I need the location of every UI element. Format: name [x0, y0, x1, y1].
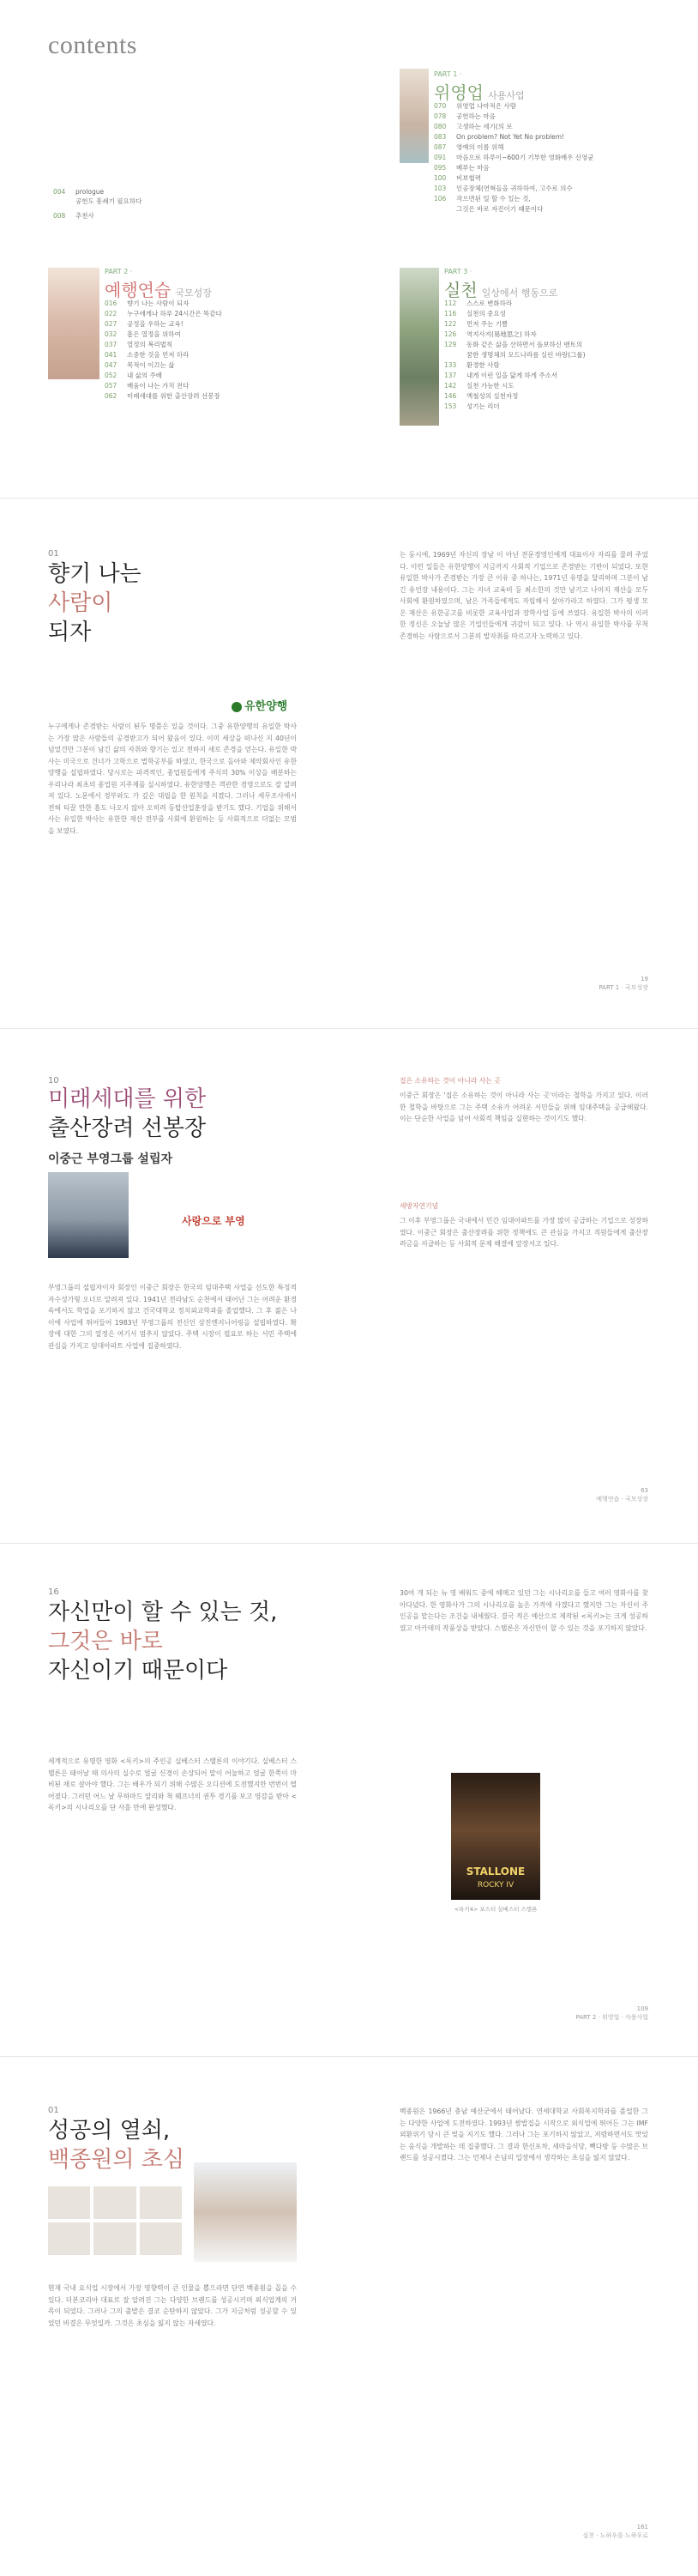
toc-item-page: 078 [434, 112, 447, 120]
prologue-label: prologue [75, 188, 105, 196]
toc-item[interactable] [434, 204, 640, 215]
part1-photo [400, 69, 429, 163]
part3-photo [400, 268, 439, 426]
toc-item[interactable] [444, 350, 650, 360]
poster-title: STALLONE [466, 1865, 526, 1878]
part3-heading [444, 276, 557, 301]
toc-item-title: 배움이 나는 가치 전다 [127, 382, 190, 390]
toc-item[interactable] [444, 381, 650, 391]
section3-footer [566, 2005, 648, 2022]
section3-title-line3: 자신이기 때문이다 [48, 1658, 228, 1684]
section4-body-right: 백종원은 1966년 충남 예산군에서 태어났다. 연세대학교 사회복지학과를 졸업한 그는 다양한 사업에 도전하였다. 1993년 쌈밥집을 시작으로 외식업에 뛰어든 그는 IMF 외환위기 당시 큰 빚을 지기도 했다. 그러나 그는 포기하지 않았고, 저렴하면서도 맛있는 음식을 개발하는 데 집중했다. 그 결과 한신포차, 새마을식당, 빽다방 등 수많은 브랜드를 성공시켰다. 그는 언제나 손님의 입장에서 생각하는 초심을 잃지 않았다. [400, 2107, 648, 2162]
toc-item-page: 052 [105, 372, 117, 379]
toc-item[interactable] [434, 153, 640, 163]
toc-item-title: 환경한 사람 [466, 361, 500, 369]
toc-item[interactable] [444, 340, 650, 350]
toc-item[interactable] [444, 391, 650, 402]
toc-item[interactable] [105, 391, 293, 402]
toc-item-page: 106 [434, 195, 447, 203]
booyoung-logo [182, 1213, 245, 1228]
toc-item[interactable] [105, 309, 293, 319]
toc-item-title: 위영업 나마적은 사람 [456, 102, 516, 110]
toc-item-title: 인공장체(연혁들을 귀하하여, 고수로 의수 [456, 184, 573, 192]
toc-item-page: 137 [444, 372, 457, 379]
section1-body-left: 누구에게나 존경받는 사람이 된두 명쯤은 있을 것이다. 그중 유한양행의 유일한 박사는 가장 많은 사람들의 공경받고가 되어 왔음이 있다. 이미 세상을 떠나신 지 40년이 넘었건만 그분이 남긴 삶의 자취와 향기는 있고 전하지 새로 존경을 얻는다. 유일한 박사는 미국으로 건너가 고학으로 법학공부를 하였고, 한국으로 돌아와 제약회사인 유한양행을 설립하였다. 당시로는 파격적인, 종업원들에게 주식의 30% 이상을 배분하는 우리나라 최초의 종업원 지주제를 실시하였다. 유한양행은 객관한 경영으로도 잘 알려져 있다. 노문에서 정부와도 가 깊은 대립을 한 원칙을 지켰다. 그러나 세무조사에서 전혀 티끌 만한 흠도 나오지 않아 오히려 동탑산업훈장을 받기도 했다. 기업을 위해서 사는 유일한 박사는 유한한 재산 전부를 사회에 환원하는 등 사회적으로 더없는 모범을 보였다. [48, 723, 297, 835]
recommend-entry[interactable] [53, 211, 94, 221]
section4-footer-text: 실천 · 노하우를 노하우로 [582, 2532, 648, 2539]
toc-item-title: 목적이 이끄는 삶 [127, 361, 175, 369]
toc-item[interactable] [444, 402, 650, 412]
toc-item-page: 153 [444, 402, 457, 410]
section2-body-right2: 그 이후 부영그룹은 국내에서 민간 임대아파트를 가장 많이 공급하는 기업으로 성장하였다. 이중근 회장은 출산장려를 위한 정책에도 큰 관심을 가지고 직원들에게 출산장려금을 지급하는 등 사회적 문제 해결에 앞장서고 있다. [400, 1217, 648, 1248]
toc-item-page: 057 [105, 382, 117, 390]
section1-footer-text: PART 1 · 국모성장 [599, 984, 648, 991]
toc-item[interactable] [434, 163, 640, 173]
toc-item[interactable] [105, 330, 293, 340]
toc-item-page: 129 [444, 341, 457, 348]
section2-title-line1: 미래세대를 위한 [48, 1086, 207, 1112]
toc-item[interactable] [105, 340, 293, 350]
section4-page: 161 [636, 2524, 648, 2531]
toc-item-page: 103 [434, 184, 447, 192]
toc-item-title: 향기 나는 사람이 되자 [127, 299, 190, 307]
toc-item[interactable] [105, 299, 293, 309]
section4-title [48, 2116, 184, 2174]
toc-item-title: 역지사지(易地思之) 하자 [466, 330, 537, 338]
toc-item[interactable] [444, 299, 650, 309]
toc-item-page: 095 [434, 164, 447, 172]
page-divider [0, 498, 698, 499]
section1-title [48, 559, 141, 647]
brand-logo [93, 2186, 135, 2219]
section2-footer [566, 1486, 648, 1503]
person-photo [48, 1172, 129, 1258]
section1-title-line1: 향기 나는 [48, 561, 141, 587]
prologue-entry[interactable] [53, 187, 141, 206]
part2-toc [105, 299, 293, 402]
toc-item[interactable] [105, 381, 293, 391]
toc-item-page: 027 [105, 320, 117, 328]
section2-title-line2: 출산장려 선봉장 [48, 1116, 207, 1141]
part3-label: PART 3 · [444, 268, 472, 275]
toc-item-page: 122 [444, 320, 457, 328]
part3-title: 실천 [444, 280, 478, 300]
toc-item-title: 흠은 열정을 위하여 [127, 330, 181, 338]
toc-item-page: 062 [105, 392, 117, 400]
section2-number: 10 [48, 1076, 59, 1085]
section4-title-line1: 성공의 열쇠, [48, 2118, 171, 2144]
chef-photo [194, 2162, 297, 2262]
toc-item-page: 091 [434, 154, 447, 161]
contents-title: contents [48, 31, 137, 59]
yuhan-logo [232, 697, 287, 713]
toc-item-page: 133 [444, 361, 457, 369]
section4-footer [566, 2523, 648, 2540]
recommend-label: 추천사 [75, 212, 94, 220]
toc-item-title: 공헌하는 마음 [456, 112, 496, 120]
toc-item-page: 041 [105, 351, 117, 359]
toc-item-title: 그것은 바로 자진이기 때문이다 [456, 205, 544, 213]
recommend-num: 008 [53, 212, 66, 220]
toc-item[interactable] [434, 184, 640, 194]
section3-title [48, 1598, 277, 1685]
toc-item-title: 꿈한 생명체의 모드나라를 실린 바랑(그룹) [466, 351, 586, 359]
part2-subtitle: 국모성장 [175, 287, 212, 299]
toc-item-page: 032 [105, 330, 117, 338]
section3-title-line1: 자신만이 할 수 있는 것, [48, 1599, 278, 1625]
poster-subtitle: ROCKY IV [477, 1881, 514, 1890]
toc-item[interactable] [434, 194, 640, 204]
brand-logo [140, 2222, 182, 2255]
toc-item-title: 액철성의 실천자정 [466, 392, 519, 400]
toc-item-page: 022 [105, 310, 117, 317]
toc-item[interactable] [444, 319, 650, 330]
brand-logo [48, 2186, 90, 2219]
part1-label: PART 1 · [434, 70, 462, 78]
toc-item-title: 성기는 리더 [466, 402, 500, 410]
section4-body-left: 현재 국내 요식업 시장에서 가장 영향력이 큰 인물을 뽑으라면 단연 백종원을 꼽을 수 있다. 더본코리아 대표로 잘 알려진 그는 다양한 브랜드를 성공시키며 외식업계의 거목이 되었다. 그러나 그의 출발은 결코 순탄하지 않았다. 그가 지금처럼 성공할 수 있었던 비결은 무엇일까. 그것은 초심을 잃지 않는 자세였다. [48, 2284, 297, 2327]
booyoung-logo-text: 사랑으로 부영 [182, 1215, 245, 1227]
toc-item-title: 내 삶의 주배 [127, 372, 162, 379]
toc-item[interactable] [434, 122, 640, 132]
part1-toc [434, 101, 640, 215]
section2-page: 63 [641, 1487, 648, 1494]
toc-item-title: 베푸는 마음 [456, 164, 490, 172]
toc-item[interactable] [434, 142, 640, 153]
section1-title-line3: 되자 [48, 620, 92, 645]
section4-title-line2: 백종원의 초심 [48, 2147, 184, 2173]
toc-item-title: 영예의 이름 위해 [456, 143, 504, 151]
section4-number: 01 [48, 2106, 59, 2115]
rocky-poster [451, 1773, 540, 1900]
page-divider [0, 2056, 698, 2057]
toc-item[interactable] [434, 112, 640, 122]
page-divider [0, 1028, 698, 1029]
part2-heading [105, 276, 212, 301]
toc-item[interactable] [105, 319, 293, 330]
section2-body-right: 이중근 회장은 '집은 소유하는 것이 아니라 사는 곳'이라는 철학을 가지고 있다. 이러한 철학을 바탕으로 그는 주택 소유가 어려운 서민들을 위해 임대주택을 공급해왔다. 이는 단순한 사업을 넘어 사회적 책임을 실현하는 것이기도 했다. [400, 1091, 648, 1122]
toc-item-title: 스스로 변화하라 [466, 299, 513, 307]
toc-item-title: 작으면된 일 할 수 있는 것, [456, 195, 531, 203]
yuhan-logo-text: 유한양행 [244, 700, 288, 713]
section2-body-left: 부영그룹의 설립자이자 회장인 이중근 회장은 한국의 임대주택 사업을 선도한 특징적 자수성가형 오너로 알려져 있다. 1941년 전라남도 순천에서 태어난 그는 어려운 환경 속에서도 학업을 포기하지 않고 건국대학교 정치외교학과를 졸업했다. 그 후 젊은 나이에 사업에 뛰어들어 1983년 부영그룹의 전신인 삼진엔지니어링을 설립하였다. 확장에 대한 그의 열정은 여기서 멈추지 않았다. 주택 시장이 필요로 하는 서민 주택에 관심을 가지고 임대아파트 사업에 집중하였다. [48, 1284, 297, 1350]
poster-caption: <록키4> 포스터 실베스터 스탤론 [454, 1906, 538, 1913]
toc-item-title: 먼저 주는 기쁨 [466, 320, 508, 328]
section3-number: 16 [48, 1587, 59, 1597]
section1-title-line2: 사람이 [48, 590, 113, 616]
toc-item-title: 미래세대를 위한 출산장려 선봉장 [127, 392, 220, 400]
toc-item-title: On problem? Not Yet No problem! [456, 133, 565, 141]
toc-item[interactable] [444, 330, 650, 340]
toc-item-title: 마음으로 하루이~600기 기부한 영화배우 신영균 [456, 154, 594, 161]
part3-subtitle: 일상에서 행동으로 [481, 287, 558, 299]
section1-number: 01 [48, 549, 59, 559]
toc-item-page: 112 [444, 299, 457, 307]
prologue-num: 004 [53, 188, 66, 196]
part1-subtitle: 사용사업 [488, 90, 525, 101]
toc-item-page: 100 [434, 174, 447, 182]
toc-item[interactable] [444, 309, 650, 319]
section1-body-right: 는 동시에, 1969년 자신의 장남 이 아닌 전문경영인에게 대표이사 자리를 물려 주었다. 이런 일들은 유한양행이 지금까지 사회적 기업으로 존경받는 기반이 되었다. 또한 유일한 박사가 존경받는 가장 큰 이유 중 하나는, 1971년 유명을 달리하며 그분이 남긴 유언장 내용이다. 그는 자녀 교육비 등 최소한의 것만 남기고 나머지 재산을 모두 사회에 환원하였으며, 남은 가족들에게도 자립해서 살아가라고 하였다. 그가 평생 모은 재산은 유한공고를 비롯한 교육사업과 장학사업 등에 쓰였다. 유일한 박사의 이러한 정신은 오늘날 많은 기업인들에게 귀감이 되고 있다. 나 역시 유일한 박사를 무척 존경하는 사람으로서 그분의 발자취를 따르고자 노력하고 있다. [400, 551, 648, 640]
section2-subhead2: 세방자연기념 [400, 1202, 439, 1210]
toc-item-page: 142 [444, 382, 457, 390]
section1-footer [566, 975, 648, 992]
toc-item[interactable] [444, 371, 650, 381]
toc-item-page: 070 [434, 102, 447, 110]
toc-item-title: 비보협력 [456, 174, 481, 182]
section3-title-line2: 그것은 바로 [48, 1629, 163, 1654]
toc-item[interactable] [434, 173, 640, 184]
toc-item-title: 내게 이런 일을 닮게 하게 주소서 [466, 372, 558, 379]
page-divider [0, 1543, 698, 1544]
toc-item-title: 공정을 우하는 교육! [127, 320, 184, 328]
section3-page: 109 [636, 2005, 648, 2012]
toc-item-title: 실천 가능한 시도 [466, 382, 514, 390]
toc-item-title: 소중한 것을 먼저 하라 [127, 351, 190, 359]
toc-item-page: 080 [434, 123, 447, 130]
section2-subhead1: 집은 소유하는 것이 아니라 사는 곳 [400, 1077, 501, 1085]
toc-item[interactable] [105, 350, 293, 360]
toc-item[interactable] [434, 101, 640, 112]
toc-item[interactable] [105, 371, 293, 381]
section3-body-left: 세계적으로 유명한 영화 <록키>의 주인공 실베스터 스탤론의 이야기다. 실베스터 스탤론은 태어날 때 의사의 실수로 얼굴 신경이 손상되어 말이 어눌하고 얼굴 한쪽이 마비된 채로 살아야 했다. 그는 배우가 되기 위해 수많은 오디션에 도전했지만 번번이 떨어졌다. 그러던 어느 날 무하마드 알리와 척 웨프너의 권투 경기를 보고 영감을 받아 <록키>의 시나리오를 단 사흘 만에 완성했다. [48, 1757, 297, 1811]
brand-logo [140, 2186, 182, 2219]
part1-title: 위영업 [434, 82, 484, 103]
section3-footer-text: PART 2 · 위영업 · 사용사업 [575, 2014, 648, 2021]
brand-logo [93, 2222, 135, 2255]
section3-body-right: 30여 개 되는 뉴 영 배워드 중에 헤메고 있던 그는 시나리오를 들고 여러 영화사를 찾아다녔다. 한 영화사가 그의 시나리오를 높은 가격에 사겠다고 했지만 그는 자신이 주인공을 맡는다는 조건을 내세웠다. 결국 적은 예산으로 제작된 <록키>는 크게 성공하였고 아카데미 작품상을 받았다. 스탤론은 자신만이 할 수 있는 것을 포기하지 않았다. [400, 1589, 648, 1632]
toc-item-title: 열정의 복리법칙 [127, 341, 173, 348]
part1-heading [434, 79, 525, 104]
toc-item-title: 누구에게나 하루 24시간은 똑같다 [127, 310, 222, 317]
brand-logos [48, 2186, 182, 2255]
toc-item-title: 동화 같은 삶을 산하면서 돌보하신 맨토의 [466, 341, 583, 348]
toc-item[interactable] [105, 360, 293, 371]
yuhan-logo-icon [232, 702, 242, 712]
prologue-sub: 공헌도 흥쇄기 필요하다 [75, 197, 142, 205]
toc-item-page: 016 [105, 299, 117, 307]
section1-page: 19 [641, 976, 648, 983]
toc-item-page: 037 [105, 341, 117, 348]
part2-photo [48, 268, 99, 379]
part2-title: 예행연습 [105, 280, 171, 300]
toc-item-page: 126 [444, 330, 457, 338]
part3-toc [444, 299, 650, 412]
toc-item-page: 116 [444, 310, 457, 317]
toc-item-page: 047 [105, 361, 117, 369]
section2-person: 이중근 부영그룹 설립자 [48, 1152, 172, 1166]
part2-label: PART 2 · [105, 268, 133, 275]
toc-item-title: 고생하는 세기(의 로 [456, 123, 513, 130]
section2-footer-text: 예행연습 · 국모성장 [596, 1496, 648, 1503]
toc-item-title: 실천의 중요성 [466, 310, 506, 317]
brand-logo [48, 2222, 90, 2255]
toc-item-page: 083 [434, 133, 447, 141]
toc-item[interactable] [444, 360, 650, 371]
toc-item-page: 146 [444, 392, 457, 400]
toc-item[interactable] [434, 132, 640, 142]
toc-item-page: 087 [434, 143, 447, 151]
